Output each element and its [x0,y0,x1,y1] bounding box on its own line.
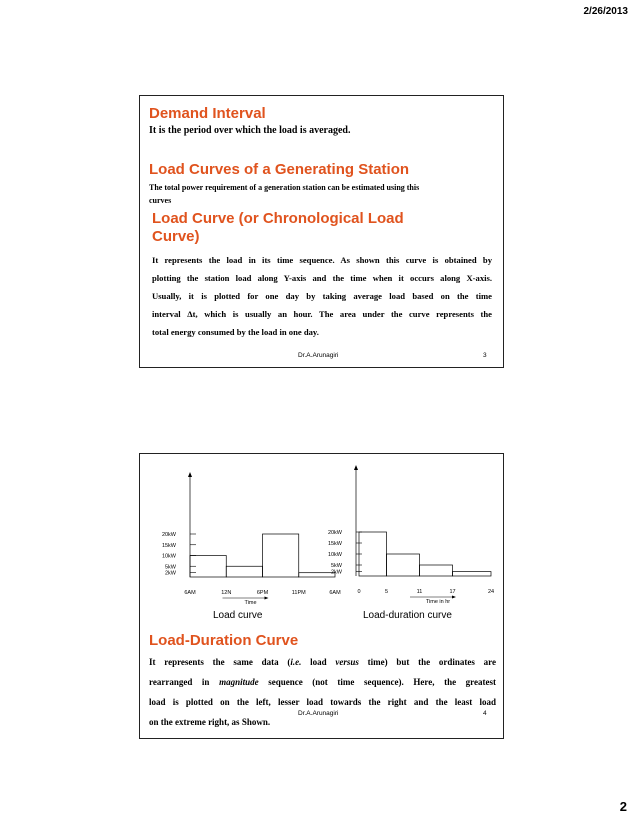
chart0-x-axis-label: Time [244,600,257,606]
chart0-y-axis-arrow [188,472,192,477]
heading-demand-interval: Demand Interval [149,105,266,122]
chart0-x-tick-label: 6AM [184,590,196,596]
load-curve-description: It represents the load in its time sequence. As shown this curve is obtained by plotting the station load along Y-axis and the time when it occurs along X-axis. Usually, it is plotted for one day by taking average load based on the time interval Δt, which is usually an hour. The area under the curve represents the total energy consumed by the load in one day. [152,255,492,337]
demand-interval-text: It is the period over which the load is averaged. [149,125,351,136]
chart1-bar [387,554,420,576]
caption-load-curve: Load curve [213,610,263,621]
load-curves-text: The total power requirement of a generation station can be estimated using this curves [149,183,420,205]
chart1-x-arrow-head [452,596,456,599]
chart1-x-tick-label: 11 [416,589,423,595]
chart1-x-tick-label: 24 [487,589,495,595]
caption-load-duration-curve: Load-duration curve [363,610,452,621]
chart0-x-tick-label: 6PM [256,590,269,596]
print-date: 2/26/2013 [583,6,628,17]
slide-4 [139,453,504,739]
chart0-bar [263,534,299,577]
chart0-y-tick-label: 2kW [165,570,176,577]
chart1-y-tick-label: 2kW [331,569,342,576]
chart0-x-arrow-head [265,597,269,600]
slide-footer-number: 3 [483,352,487,359]
chart0-bar [226,566,262,577]
chart1-y-tick-label: 5kW [331,563,342,569]
chart1-bar [420,565,453,576]
chart1-y-tick-label: 20kW [327,530,342,536]
chart1-y-axis-arrow [354,465,358,470]
slide-3 [139,95,504,368]
chart1-bar [359,532,387,576]
chart1-x-tick-label: 17 [449,589,456,595]
slide-footer-author: Dr.A.Arunagiri [298,710,339,717]
chart0-y-tick-label: 5kW [165,564,176,571]
load-duration-description: It represents the same data (i.e. load versus time) but the ordinates are rearranged in magnitude sequence (not time sequence). Here, the greatest load is plotted on the left, lesser load towards the right and the least load on the extreme right, as Shown. [149,652,496,732]
chart0-bar [299,573,335,577]
chart0-x-tick-label: 6AM [329,590,341,596]
chart0-x-tick-label: 12N [221,590,232,596]
slide-footer-author: Dr.A.Arunagiri [298,352,339,359]
chart1-bar [453,572,492,576]
slide-footer-number: 4 [483,710,487,717]
heading-load-duration-curve: Load-Duration Curve [149,632,299,649]
ldc-line-1: It represents the same data (i.e. load versus time) but the ordinates are [149,657,496,667]
ldc-line-2: rearranged in magnitude sequence (not time sequence). Here, the greatest [149,677,496,687]
chart1-y-tick-label: 15kW [327,541,342,547]
chart1-x-axis-label: Time in hr [425,599,451,605]
chart0-y-tick-label: 10kW [161,553,176,560]
heading-load-curves: Load Curves of a Generating Station [149,161,410,178]
chart0-y-tick-label: 15kW [161,542,176,549]
chart1-x-tick-label: 0 [357,589,361,595]
page-number: 2 [619,799,627,814]
chart0-y-tick-label: 20kW [161,532,176,538]
load-charts [140,454,503,624]
chart1-x-tick-label: 5 [384,589,389,595]
chart1-y-tick-label: 10kW [327,552,342,558]
chart0-x-tick-label: 11PM [291,590,306,596]
heading-load-curve-chronological: Load Curve (or Chronological Load Curve) [152,210,404,245]
